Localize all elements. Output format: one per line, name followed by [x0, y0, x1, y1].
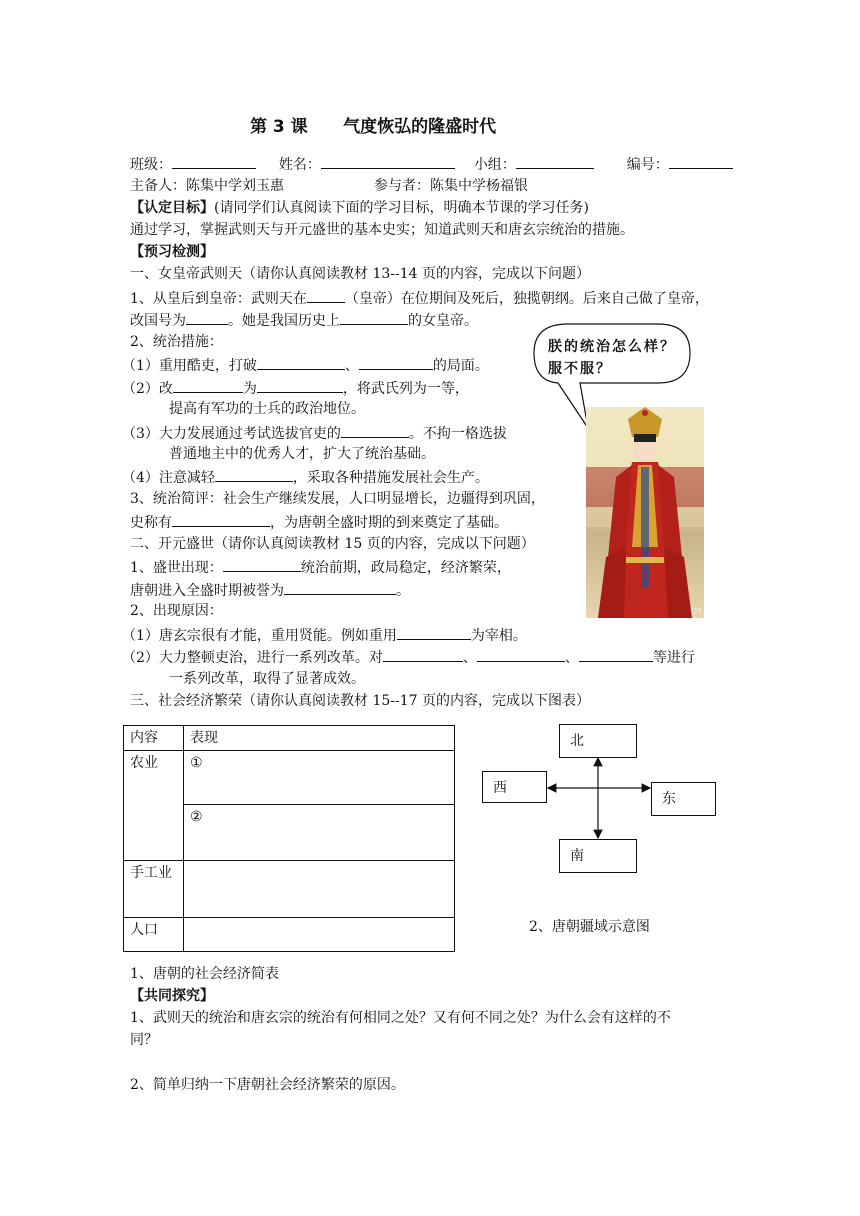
m3-text-a: （3）大力发展通过考试选拔官吏的	[122, 426, 341, 442]
row-label-handicraft: 手工业	[124, 861, 184, 918]
measure-1	[122, 354, 489, 376]
p2q1-blank-era[interactable]	[284, 579, 396, 595]
measure-3-cont: 普通地主中的优秀人才，扩大了统治基础。	[169, 446, 435, 462]
p2q1-text-d: 。	[396, 583, 410, 599]
table-caption: 1、唐朝的社会经济简表	[130, 966, 279, 982]
number-label: 编号：	[626, 157, 669, 173]
preview-heading: 【预习检测】	[130, 244, 214, 260]
q3-text-c: ，为唐朝全盛时期的到来奠定了基础。	[270, 515, 508, 531]
part1-q3-line1: 3、统治简评：社会生产继续发展，人口明显增长，边疆得到巩固，	[130, 491, 545, 507]
part3-heading: 三、社会经济繁荣（请你认真阅读教材 15--17 页的内容，完成以下图表）	[130, 693, 590, 709]
group-label: 小组：	[473, 157, 516, 173]
name-label: 姓名：	[278, 157, 321, 173]
class-label: 班级：	[130, 157, 172, 173]
agri-cell-2[interactable]	[184, 805, 455, 861]
number-blank[interactable]	[669, 153, 733, 169]
part1-q3-line2	[130, 511, 508, 533]
explore-q2: 2、简单归纳一下唐朝社会经济繁荣的原因。	[130, 1077, 405, 1093]
row-label-population: 人口	[124, 918, 184, 952]
goal-line	[130, 198, 589, 218]
q3-text-b: 史称有	[130, 515, 172, 531]
part1-q2: 2、统治措施：	[130, 334, 223, 350]
part1-q1-line1	[130, 287, 709, 309]
table-header-row	[124, 726, 455, 751]
page-title: 第 3 课 气度恢弘的隆盛时代	[250, 117, 497, 137]
q1-text-e: 的女皇帝。	[408, 313, 478, 329]
r2-text-a: （2）大力整顿吏治，进行一系列改革。对	[122, 650, 383, 666]
q1-text-a: 1、从皇后到皇帝：武则天在	[130, 291, 307, 307]
handicraft-cell[interactable]	[184, 861, 455, 918]
empress-figure-icon	[586, 407, 704, 618]
group-blank[interactable]	[516, 153, 594, 169]
name-blank[interactable]	[321, 153, 455, 169]
reason-1	[122, 624, 527, 646]
explore-q1-line1: 1、武则天的统治和唐玄宗的统治有何相同之处？又有何不同之处？为什么会有这样的不	[130, 1010, 671, 1026]
goal-hint: (请同学们认真阅读下面的学习目标，明确本节课的学习任务)	[214, 200, 589, 216]
r2-blank-2[interactable]	[477, 646, 565, 662]
row-label-agriculture: 农业	[124, 751, 184, 861]
part2-q1-line1	[130, 556, 511, 578]
part2-heading: 二、开元盛世（请你认真阅读教材 15 页的内容，完成以下问题）	[130, 536, 535, 552]
agri-cell-1[interactable]	[184, 751, 455, 805]
r2-blank-3[interactable]	[579, 646, 653, 662]
table-header-content: 内容	[124, 726, 184, 751]
q1-blank-emperor[interactable]	[307, 287, 345, 303]
map-south-box: 南	[559, 839, 637, 873]
population-cell[interactable]	[184, 918, 455, 952]
m2-blank-2[interactable]	[257, 377, 343, 393]
m4-text-a: （4）注意减轻	[122, 470, 215, 486]
m4-blank[interactable]	[215, 466, 293, 482]
m1-blank-2[interactable]	[359, 354, 433, 370]
m4-text-b: ，采取各种措施发展社会生产。	[292, 470, 489, 486]
m2-text-a: （2）改	[122, 381, 173, 397]
map-east-box: 东	[651, 782, 716, 816]
explore-heading: 【共同探究】	[130, 988, 214, 1004]
map-north-box: 北	[559, 724, 637, 758]
r1-blank[interactable]	[397, 624, 471, 640]
m1-text-a: （1）重用酷吏，打破	[122, 358, 257, 374]
reason-2	[122, 646, 695, 668]
participant: 参与者：陈集中学杨福银	[374, 178, 528, 194]
preparer: 主备人：陈集中学刘玉惠	[130, 178, 284, 194]
economy-table	[123, 725, 455, 952]
q1-text-b: （皇帝）在位期间及死后，独揽朝纲。后来自己做了皇帝，	[344, 291, 709, 307]
part1-heading: 一、女皇帝武则天（请你认真阅读教材 13--14 页的内容，完成以下问题）	[130, 266, 590, 282]
agri-marker-1: ①	[190, 755, 203, 771]
m1-text-c: 的局面。	[432, 358, 489, 374]
table-row	[124, 918, 455, 952]
table-row	[124, 861, 455, 918]
r2-text-d: 等进行	[652, 650, 695, 666]
part2-q1-line2	[130, 579, 410, 601]
r2-text-b: 、	[462, 650, 477, 666]
measure-3	[122, 422, 507, 444]
measure-2-cont: 提高有军功的士兵的政治地位。	[169, 401, 365, 417]
r2-text-c: 、	[564, 650, 579, 666]
m3-text-b: 。不拘一格选拔	[408, 426, 507, 442]
measure-2	[122, 377, 469, 399]
p2q1-text-a: 1、盛世出现：	[130, 560, 223, 576]
p2q1-text-c: 唐朝进入全盛时期被誉为	[130, 583, 284, 599]
m3-blank[interactable]	[341, 422, 409, 438]
m2-text-b: 为	[242, 381, 257, 397]
part1-q1-line2	[130, 309, 478, 331]
class-blank[interactable]	[172, 153, 256, 169]
info-line	[130, 153, 733, 175]
explore-q1-line2: 同？	[130, 1032, 158, 1048]
r1-text-a: （1）唐玄宗很有才能，重用贤能。例如重用	[122, 628, 397, 644]
m1-blank-1[interactable]	[257, 354, 345, 370]
m1-text-b: 、	[344, 358, 359, 374]
q1-blank-unique[interactable]	[340, 309, 408, 325]
q3-blank[interactable]	[172, 511, 270, 527]
empress-photo	[586, 407, 704, 618]
r1-text-b: 为宰相。	[470, 628, 527, 644]
measure-4	[122, 466, 489, 488]
r2-blank-1[interactable]	[383, 646, 463, 662]
bubble-text: 朕的统治怎么样？服不服？	[548, 339, 676, 377]
agri-marker-2: ②	[190, 809, 203, 825]
q1-text-d: 。她是我国历史上	[228, 313, 340, 329]
p2q1-text-b: 统治前期，政局稳定，经济繁荣，	[300, 560, 511, 576]
m2-blank-1[interactable]	[173, 377, 243, 393]
p2q1-blank-emperor[interactable]	[223, 556, 301, 572]
q1-blank-dynasty[interactable]	[186, 309, 228, 325]
part2-q2: 2、出现原因：	[130, 603, 223, 619]
m2-text-c: ，将武氏列为一等，	[342, 381, 469, 397]
map-caption: 2、唐朝疆域示意图	[529, 919, 650, 935]
photo-watermark: DT	[690, 607, 702, 616]
table-row	[124, 751, 455, 805]
table-header-performance: 表现	[184, 726, 455, 751]
reason-2-cont: 一系列改革，取得了显著成效。	[169, 671, 365, 687]
map-west-box: 西	[482, 771, 547, 803]
goal-heading: 【认定目标】	[130, 200, 214, 216]
q1-text-c: 改国号为	[130, 313, 186, 329]
goal-text: 通过学习，掌握武则天与开元盛世的基本史实；知道武则天和唐玄宗统治的措施。	[130, 222, 634, 238]
